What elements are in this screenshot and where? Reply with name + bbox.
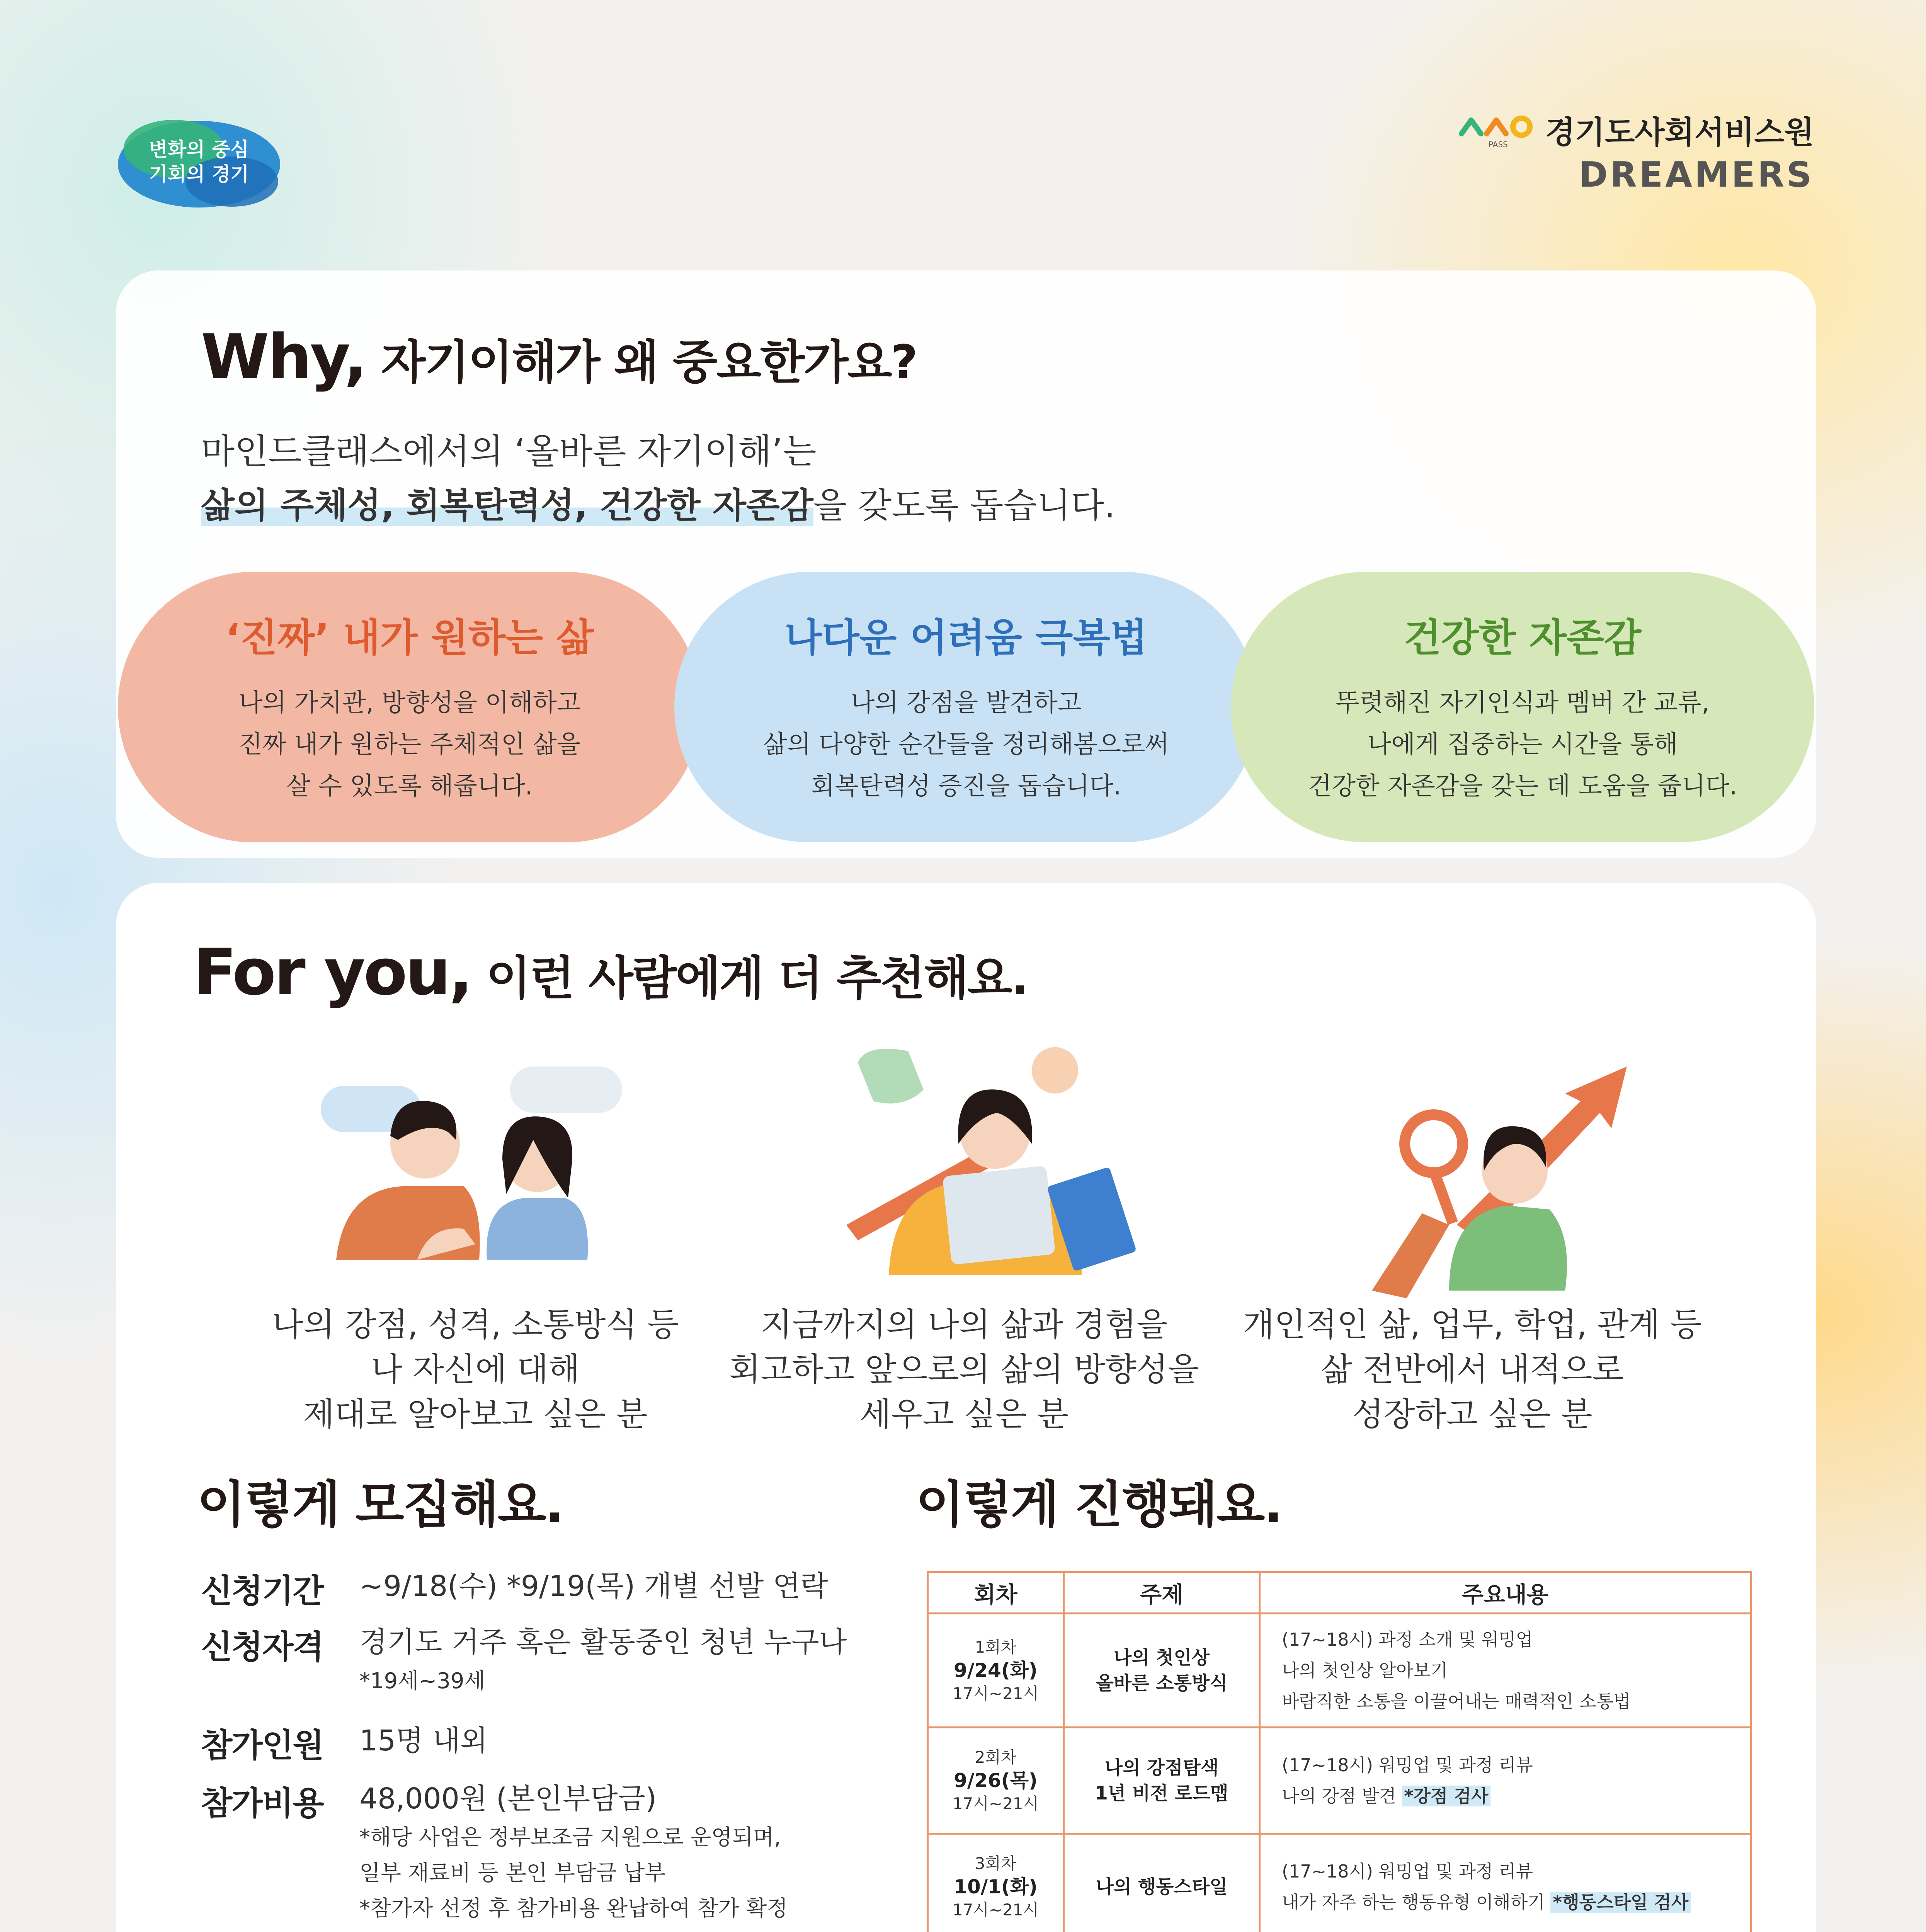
- recommend-line: 나 자신에 대해: [371, 1350, 580, 1388]
- why-title-en: Why,: [201, 321, 366, 393]
- pill-line: 회복탄력성 증진을 돕습니다.: [811, 772, 1121, 801]
- topic-cell: [1064, 1614, 1260, 1728]
- org-mark: PASS: [1489, 139, 1508, 149]
- recruit-title: 이렇게 모집해요.: [197, 1475, 563, 1534]
- round-label: 2회차: [975, 1748, 1017, 1767]
- recommend-line: 개인적인 삶, 업무, 학업, 관계 등: [1243, 1306, 1702, 1344]
- topic-line: 나의 강점탐색: [1104, 1757, 1219, 1779]
- badge-line2: 기회의 경기: [149, 163, 249, 185]
- pill-line: 나에게 집중하는 시간을 통해: [1367, 730, 1678, 759]
- cost-label: 참가비용: [201, 1784, 323, 1822]
- round-label: 3회차: [975, 1854, 1017, 1873]
- campaign-badge: [116, 118, 282, 211]
- qual-note: *19세~39세: [359, 1668, 485, 1694]
- topic-cell: [1064, 1834, 1260, 1932]
- content-line: (17~18시) 워밍업 및 과정 리뷰: [1282, 1861, 1533, 1882]
- recruit-period: [201, 1565, 828, 1612]
- org-logo-icon: [1458, 111, 1535, 149]
- pill-self-esteem: [1231, 572, 1814, 842]
- round-time: 17시~21시: [952, 1684, 1039, 1703]
- org-brand: [1458, 107, 1814, 152]
- round-label: 1회차: [975, 1638, 1017, 1656]
- recommend-line: 지금까지의 나의 삶과 경험을: [761, 1306, 1168, 1344]
- qual-value: 경기도 거주 혹은 활동중인 청년 누구나: [359, 1626, 847, 1659]
- recommend-item-1: [205, 1302, 746, 1437]
- foryou-title-en: For you,: [193, 935, 471, 1009]
- schedule-table: [927, 1571, 1752, 1932]
- badge-line1: 변화의 중심: [149, 138, 249, 161]
- cost-note: 일부 재료비 등 본인 부담금 납부: [359, 1861, 666, 1886]
- round-date: 9/24(화): [954, 1659, 1038, 1682]
- cost-note: *참가자 선정 후 참가비용 완납하여 참가 확정: [359, 1896, 788, 1921]
- recommend-line: 회고하고 앞으로의 삶의 방향성을: [729, 1350, 1199, 1388]
- content-line: 바람직한 소통을 이끌어내는 매력적인 소통법: [1282, 1691, 1631, 1712]
- cost-note: *해당 사업은 정부보조금 지원으로 운영되며,: [359, 1825, 781, 1850]
- recommend-line: 삶 전반에서 내적으로: [1321, 1350, 1624, 1388]
- cost-note: [359, 1927, 852, 1932]
- org-name: 경기도사회서비스원: [1545, 114, 1814, 150]
- pill-line: 진짜 내가 원하는 주체적인 삶을: [238, 730, 581, 759]
- growth-person-illustration: [1333, 1043, 1681, 1314]
- recommend-line: 세우고 싶은 분: [859, 1395, 1069, 1433]
- round-time: 17시~21시: [952, 1900, 1039, 1919]
- recruit-qualification: [201, 1621, 847, 1699]
- period-value: ~9/18(수) *9/19(목) 개별 선발 연락: [359, 1570, 828, 1603]
- why-highlight: 삶의 주체성, 회복탄력성, 건강한 자존감: [201, 485, 813, 526]
- people-value: 15명 내외: [359, 1724, 488, 1757]
- why-title: [201, 321, 917, 393]
- round-time: 17시~21시: [952, 1794, 1039, 1813]
- test-tag: *강점 검사: [1402, 1786, 1491, 1806]
- content-line: 나의 첫인상 알아보기: [1282, 1660, 1448, 1681]
- table-row: [928, 1834, 1751, 1932]
- topic-line: 나의 행동스타일: [1096, 1876, 1228, 1898]
- round-cell: [928, 1728, 1064, 1834]
- topic-cell: [1064, 1728, 1260, 1834]
- foryou-title-ko: 이런 사람에게 더 추천해요.: [471, 952, 1028, 1005]
- pill-line: 나의 가치관, 방향성을 이해하고: [238, 689, 581, 717]
- content-line: 나의 강점 발견: [1282, 1786, 1396, 1806]
- pill-line: 삶의 다양한 순간들을 정리해봄으로써: [763, 730, 1169, 759]
- topic-line: 1년 비전 로드맵: [1095, 1782, 1228, 1804]
- test-tag: *행동스타일 검사: [1550, 1892, 1691, 1913]
- foryou-title: [193, 935, 1028, 1009]
- cost-value: 48,000원 (본인부담금): [359, 1782, 657, 1815]
- why-line2-rest: 을 갖도록 돕습니다.: [813, 485, 1116, 526]
- pill-title: 건강한 자존감: [1404, 615, 1642, 660]
- recommend-item-3: [1202, 1302, 1743, 1437]
- content-cell: [1260, 1834, 1751, 1932]
- program-name: DREAMERS: [1579, 155, 1814, 195]
- recommend-line: 나의 강점, 성격, 소통방식 등: [272, 1306, 679, 1344]
- table-header-row: [928, 1572, 1751, 1614]
- recommend-line: 제대로 알아보고 싶은 분: [303, 1395, 648, 1433]
- round-date: 9/26(목): [954, 1769, 1038, 1792]
- content-line: (17~18시) 워밍업 및 과정 리뷰: [1282, 1755, 1533, 1776]
- people-label: 참가인원: [201, 1726, 323, 1764]
- content-cell: [1260, 1728, 1751, 1834]
- table-row: [928, 1728, 1751, 1834]
- pill-line: 뚜렷해진 자기인식과 멤버 간 교류,: [1336, 689, 1710, 717]
- talking-people-illustration: [301, 1043, 649, 1314]
- pill-title: ‘진짜’ 내가 원하는 삶: [225, 615, 594, 660]
- header-round: 회차: [928, 1572, 1064, 1614]
- pill-title: 나다운 어려움 극복법: [784, 615, 1148, 660]
- reflecting-person-illustration: [831, 1043, 1179, 1314]
- pill-line: 살 수 있도록 해줍니다.: [286, 772, 533, 801]
- why-title-ko: 자기이해가 왜 중요한가요?: [366, 336, 917, 389]
- recruit-people: [201, 1719, 488, 1766]
- round-cell: [928, 1834, 1064, 1932]
- recruit-cost: [201, 1777, 852, 1932]
- why-line1: 마인드클래스에서의 ‘올바른 자기이해’는: [201, 431, 817, 472]
- content-cell: [1260, 1614, 1751, 1728]
- header-topic: 주제: [1064, 1572, 1260, 1614]
- round-date: 10/1(화): [954, 1876, 1038, 1898]
- content-line: 내가 자주 하는 행동유형 이해하기: [1282, 1892, 1545, 1913]
- recommend-item-2: [694, 1302, 1235, 1437]
- pill-line: 건강한 자존감을 갖는 데 도움을 줍니다.: [1308, 772, 1737, 801]
- recommend-line: 성장하고 싶은 분: [1352, 1395, 1593, 1433]
- content-line: (17~18시) 과정 소개 및 워밍업: [1282, 1629, 1533, 1650]
- pill-overcome: [674, 572, 1258, 842]
- header-content: 주요내용: [1260, 1572, 1751, 1614]
- table-row: [928, 1614, 1751, 1728]
- topic-line: 올바른 소통방식: [1096, 1672, 1228, 1694]
- why-line2: [201, 477, 1115, 527]
- schedule-title: 이렇게 진행돼요.: [916, 1475, 1282, 1534]
- topic-line: 나의 첫인상: [1113, 1647, 1210, 1668]
- pill-real-life: [118, 572, 701, 842]
- period-label: 신청기간: [201, 1572, 323, 1610]
- pill-line: 나의 강점을 발견하고: [851, 689, 1082, 717]
- qual-label: 신청자격: [201, 1628, 323, 1666]
- round-cell: [928, 1614, 1064, 1728]
